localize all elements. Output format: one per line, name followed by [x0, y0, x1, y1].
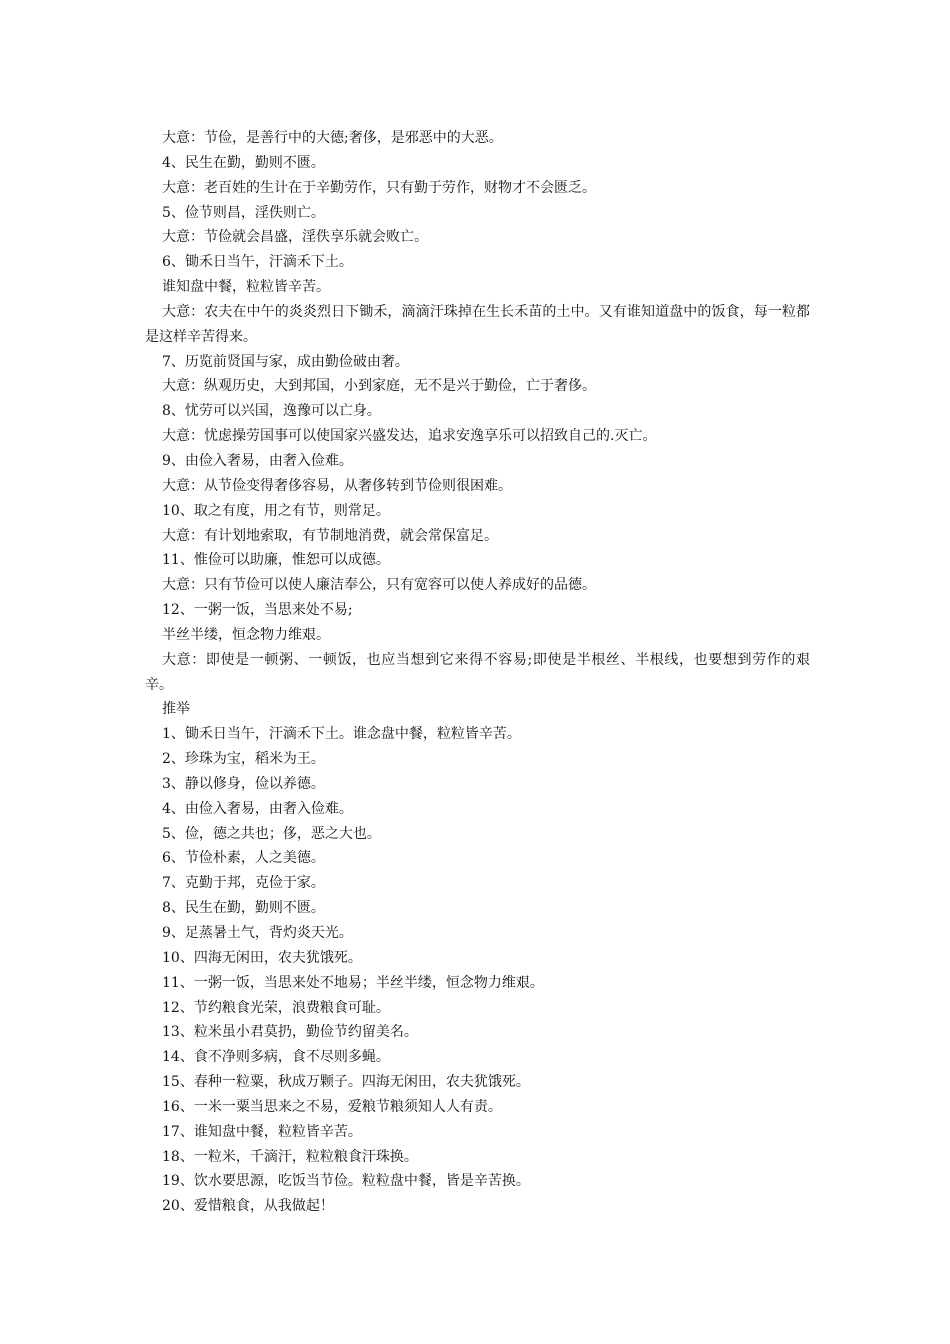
list-item: 12、节约粮食光荣，浪费粮食可耻。 — [162, 999, 390, 1016]
list-item: 10、四海无闲田，农夫犹饿死。 — [162, 949, 362, 966]
list-item: 14、食不净则多病，食不尽则多蝇。 — [162, 1049, 390, 1066]
list-item: 18、一粒米，千滴汗，粒粒粮食汗珠换。 — [162, 1148, 418, 1165]
text-line: 6、锄禾日当午，汗滴禾下土。 — [162, 254, 353, 271]
text-line: 大意：节俭，是善行中的大德;奢侈，是邪恶中的大恶。 — [162, 130, 503, 146]
text-line: 大意：忧虑操劳国事可以使国家兴盛发达，追求安逸享乐可以招致自己的.灭亡。 — [162, 428, 657, 445]
text-line: 8、忧劳可以兴国，逸豫可以亡身。 — [162, 403, 381, 420]
list-item: 17、谁知盘中餐，粒粒皆辛苦。 — [162, 1123, 362, 1140]
text-line: 5、俭节则昌，淫佚则亡。 — [162, 204, 325, 221]
text-line: 11、惟俭可以助廉，惟恕可以成德。 — [162, 552, 390, 569]
list-item: 9、足蒸暑土气，背灼炎天光。 — [162, 925, 353, 941]
document-page — [145, 126, 810, 1219]
list-item: 4、由俭入奢易，由奢入俭难。 — [162, 800, 353, 817]
list-item: 2、珍珠为宝，稻米为王。 — [162, 751, 325, 768]
list-item: 19、饮水要思源，吃饭当节俭。粒粒盘中餐，皆是辛苦换。 — [162, 1173, 530, 1190]
list-item: 11、一粥一饭，当思来处不地易；半丝半缕，恒念物力维艰。 — [162, 974, 544, 991]
list-item: 13、粒米虽小君莫扔，勤俭节约留美名。 — [162, 1024, 418, 1041]
text-line: 大意：纵观历史，大到邦国，小到家庭，无不是兴于勤俭，亡于奢侈。 — [162, 378, 596, 395]
list-item: 15、春种一粒粟，秋成万颗子。四海无闲田，农夫犹饿死。 — [162, 1074, 530, 1091]
text-line: 4、民生在勤，勤则不匮。 — [162, 154, 325, 171]
list-item: 6、节俭朴素，人之美德。 — [162, 850, 325, 867]
text-line: 7、历览前贤国与家，成由勤俭破由奢。 — [162, 353, 409, 370]
text-line: 大意：节俭就会昌盛，淫佚享乐就会败亡。 — [162, 229, 428, 246]
list-item: 20、爱惜粮食，从我做起！ — [162, 1198, 334, 1215]
text-line: 9、由俭入奢易，由奢入俭难。 — [162, 452, 353, 469]
text-line: 半丝半缕，恒念物力维艰。 — [162, 626, 330, 643]
list-item: 3、静以修身，俭以养德。 — [162, 775, 325, 792]
list-item: 16、一米一粟当思来之不易，爱粮节粮须知人人有责。 — [162, 1098, 502, 1115]
text-line: 大意：有计划地索取，有节制地消费，就会常保富足。 — [162, 527, 498, 544]
text-line: 大意：从节俭变得奢侈容易，从奢侈转到节俭则很困难。 — [162, 477, 512, 494]
text-paragraph: 大意：农夫在中午的炎炎烈日下锄禾，滴滴汗珠掉在生长禾苗的土中。又有谁知道盘中的饭食，每一粒都是这样辛苦得来。 — [145, 303, 810, 345]
text-paragraph: 大意：即使是一顿粥、一顿饭，也应当想到它来得不容易;即使是半根丝、半根线，也要想到劳作的艰辛。 — [145, 651, 810, 693]
text-line: 大意：只有节俭可以使人廉洁奉公，只有宽容可以使人养成好的品德。 — [162, 577, 596, 594]
text-line: 大意：老百姓的生计在于辛勤劳作，只有勤于劳作，财物才不会匮乏。 — [162, 179, 596, 196]
text-line: 10、取之有度，用之有节，则常足。 — [162, 502, 390, 519]
text-line: 12、一粥一饭，当思来处不易; — [162, 602, 353, 619]
list-item: 5、俭，德之共也；侈，恶之大也。 — [162, 825, 381, 842]
section-heading: 推举 — [162, 701, 190, 718]
list-item: 7、克勤于邦，克俭于家。 — [162, 875, 325, 892]
list-item: 1、锄禾日当午，汗滴禾下土。谁念盘中餐，粒粒皆辛苦。 — [162, 726, 521, 743]
text-line: 谁知盘中餐，粒粒皆辛苦。 — [162, 279, 330, 296]
list-item: 8、民生在勤，勤则不匮。 — [162, 900, 325, 917]
